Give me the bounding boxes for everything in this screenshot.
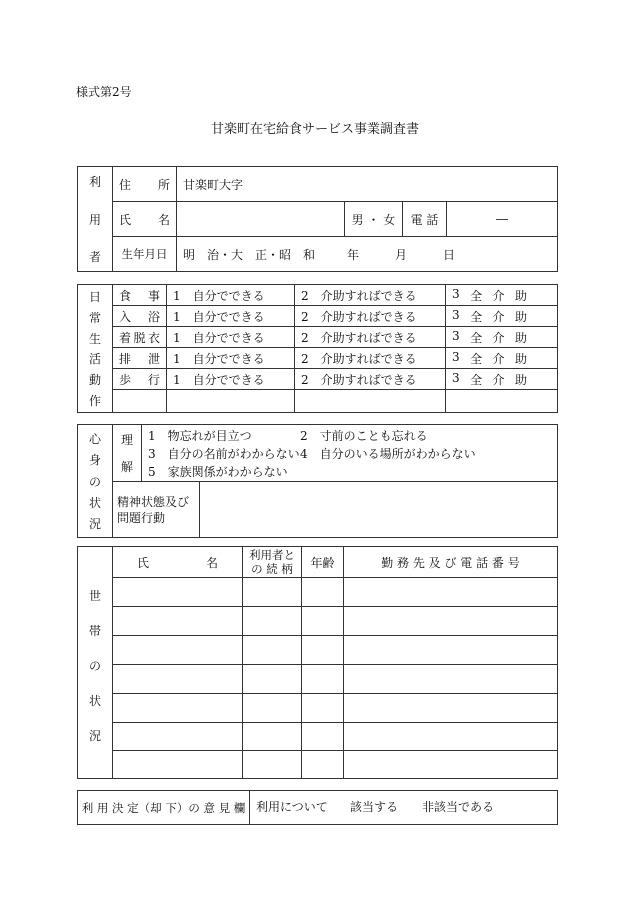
user-table <box>77 166 558 272</box>
understanding-option-1[interactable]: 1 物忘れが目立つ <box>148 429 252 443</box>
name-cell[interactable] <box>113 578 243 607</box>
walking-option-2[interactable]: 2 介助すればできる <box>295 369 446 390</box>
dressing-option-1[interactable]: 1 自分でできる <box>167 327 295 348</box>
column-header-name: 氏 名 <box>113 547 243 578</box>
user-section-label: 利 用 者 <box>78 167 113 272</box>
work-phone-cell[interactable] <box>344 665 558 694</box>
decision-table <box>77 790 558 825</box>
table-row <box>78 636 558 665</box>
item-dressing: 着 脱 衣 <box>113 327 167 348</box>
item-walking: 歩 行 <box>113 369 167 390</box>
excretion-option-1[interactable]: 1 自分でできる <box>167 348 295 369</box>
understanding-label: 理 解 <box>113 425 142 482</box>
understanding-options[interactable] <box>142 425 558 482</box>
phone-field[interactable]: ― <box>447 202 558 237</box>
table-row <box>78 665 558 694</box>
gender-options[interactable]: 男 ・ 女 <box>345 202 403 237</box>
address-label: 住 所 <box>113 167 177 202</box>
understanding-option-3[interactable]: 3 自分の名前がわからない <box>148 447 300 461</box>
birthdate-field[interactable] <box>177 237 558 272</box>
name-cell[interactable] <box>113 723 243 751</box>
table-row <box>78 607 558 636</box>
phone-label: 電 話 <box>403 202 447 237</box>
bath-option-1[interactable]: 1 自分でできる <box>167 306 295 327</box>
year-label: 年 <box>347 247 360 262</box>
item-excretion: 排 泄 <box>113 348 167 369</box>
not-applicable-option[interactable]: 非該当である <box>422 800 495 814</box>
mental-state-field[interactable] <box>200 482 558 538</box>
work-phone-cell[interactable] <box>344 694 558 723</box>
daily-activities-table <box>77 284 558 413</box>
bath-option-3[interactable]: 3 全 介 助 <box>446 306 558 327</box>
blank-cell[interactable] <box>295 390 446 413</box>
relation-cell[interactable] <box>243 607 302 636</box>
age-cell[interactable] <box>302 694 344 723</box>
applicable-option[interactable]: 該当する <box>350 800 399 814</box>
household-section-label: 世 帯 の 状 況 <box>78 547 113 779</box>
mental-state-label: 精神状態及び 問題行動 <box>113 482 200 538</box>
day-label: 日 <box>443 247 456 262</box>
work-phone-cell[interactable] <box>344 751 558 779</box>
age-cell[interactable] <box>302 636 344 665</box>
column-header-work-phone: 勤 務 先 及 び 電 話 番 号 <box>344 547 558 578</box>
meal-option-2[interactable]: 2 介助すればできる <box>295 285 446 306</box>
name-cell[interactable] <box>113 751 243 779</box>
column-header-relation: 利用者と の 続 柄 <box>243 547 302 578</box>
work-phone-cell[interactable] <box>344 607 558 636</box>
item-meal: 食 事 <box>113 285 167 306</box>
understanding-option-2[interactable]: 2 寸前のことも忘れる <box>300 429 428 443</box>
mind-body-table <box>77 424 558 538</box>
excretion-option-3[interactable]: 3 全 介 助 <box>446 348 558 369</box>
name-cell[interactable] <box>113 665 243 694</box>
relation-cell[interactable] <box>243 636 302 665</box>
household-table <box>77 546 558 779</box>
blank-cell[interactable] <box>446 390 558 413</box>
table-row <box>78 723 558 751</box>
blank-cell[interactable] <box>167 390 295 413</box>
walking-option-1[interactable]: 1 自分でできる <box>167 369 295 390</box>
understanding-option-5[interactable]: 5 家族関係がわからない <box>148 465 288 479</box>
decision-text: 利用について <box>256 800 328 814</box>
dressing-option-3[interactable]: 3 全 介 助 <box>446 327 558 348</box>
excretion-option-2[interactable]: 2 介助すればできる <box>295 348 446 369</box>
meal-option-3[interactable]: 3 全 介 助 <box>446 285 558 306</box>
name-cell[interactable] <box>113 636 243 665</box>
table-row <box>78 751 558 779</box>
month-label: 月 <box>395 247 408 262</box>
column-header-age: 年齢 <box>302 547 344 578</box>
relation-cell[interactable] <box>243 578 302 607</box>
relation-cell[interactable] <box>243 723 302 751</box>
age-cell[interactable] <box>302 751 344 779</box>
mind-section-label: 心 身 の 状 況 <box>78 425 113 538</box>
era-options[interactable]: 明 治・大 正・昭 和 <box>183 247 316 262</box>
age-cell[interactable] <box>302 607 344 636</box>
bath-option-2[interactable]: 2 介助すればできる <box>295 306 446 327</box>
birthdate-label: 生年月日 <box>113 237 177 272</box>
age-cell[interactable] <box>302 723 344 751</box>
address-value[interactable]: 甘楽町大字 <box>177 167 558 202</box>
decision-label: 利 用 決 定（却 下）の 意 見 欄 <box>78 791 250 825</box>
document-title: 甘楽町在宅給食サービス事業調査書 <box>210 122 419 137</box>
item-bath: 入 浴 <box>113 306 167 327</box>
relation-cell[interactable] <box>243 665 302 694</box>
relation-cell[interactable] <box>243 694 302 723</box>
work-phone-cell[interactable] <box>344 578 558 607</box>
name-field[interactable] <box>177 202 345 237</box>
blank-item-cell[interactable] <box>113 390 167 413</box>
name-label: 氏 名 <box>113 202 177 237</box>
meal-option-1[interactable]: 1 自分でできる <box>167 285 295 306</box>
relation-cell[interactable] <box>243 751 302 779</box>
table-row <box>78 694 558 723</box>
dressing-option-2[interactable]: 2 介助すればできる <box>295 327 446 348</box>
work-phone-cell[interactable] <box>344 723 558 751</box>
table-row <box>78 578 558 607</box>
age-cell[interactable] <box>302 578 344 607</box>
understanding-option-4[interactable]: 4 自分のいる場所がわからない <box>300 447 476 461</box>
age-cell[interactable] <box>302 665 344 694</box>
walking-option-3[interactable]: 3 全 介 助 <box>446 369 558 390</box>
decision-field[interactable] <box>250 791 558 825</box>
form-number: 様式第2号 <box>76 85 132 99</box>
daily-section-label: 日 常 生 活 動 作 <box>78 285 113 413</box>
work-phone-cell[interactable] <box>344 636 558 665</box>
name-cell[interactable] <box>113 607 243 636</box>
name-cell[interactable] <box>113 694 243 723</box>
